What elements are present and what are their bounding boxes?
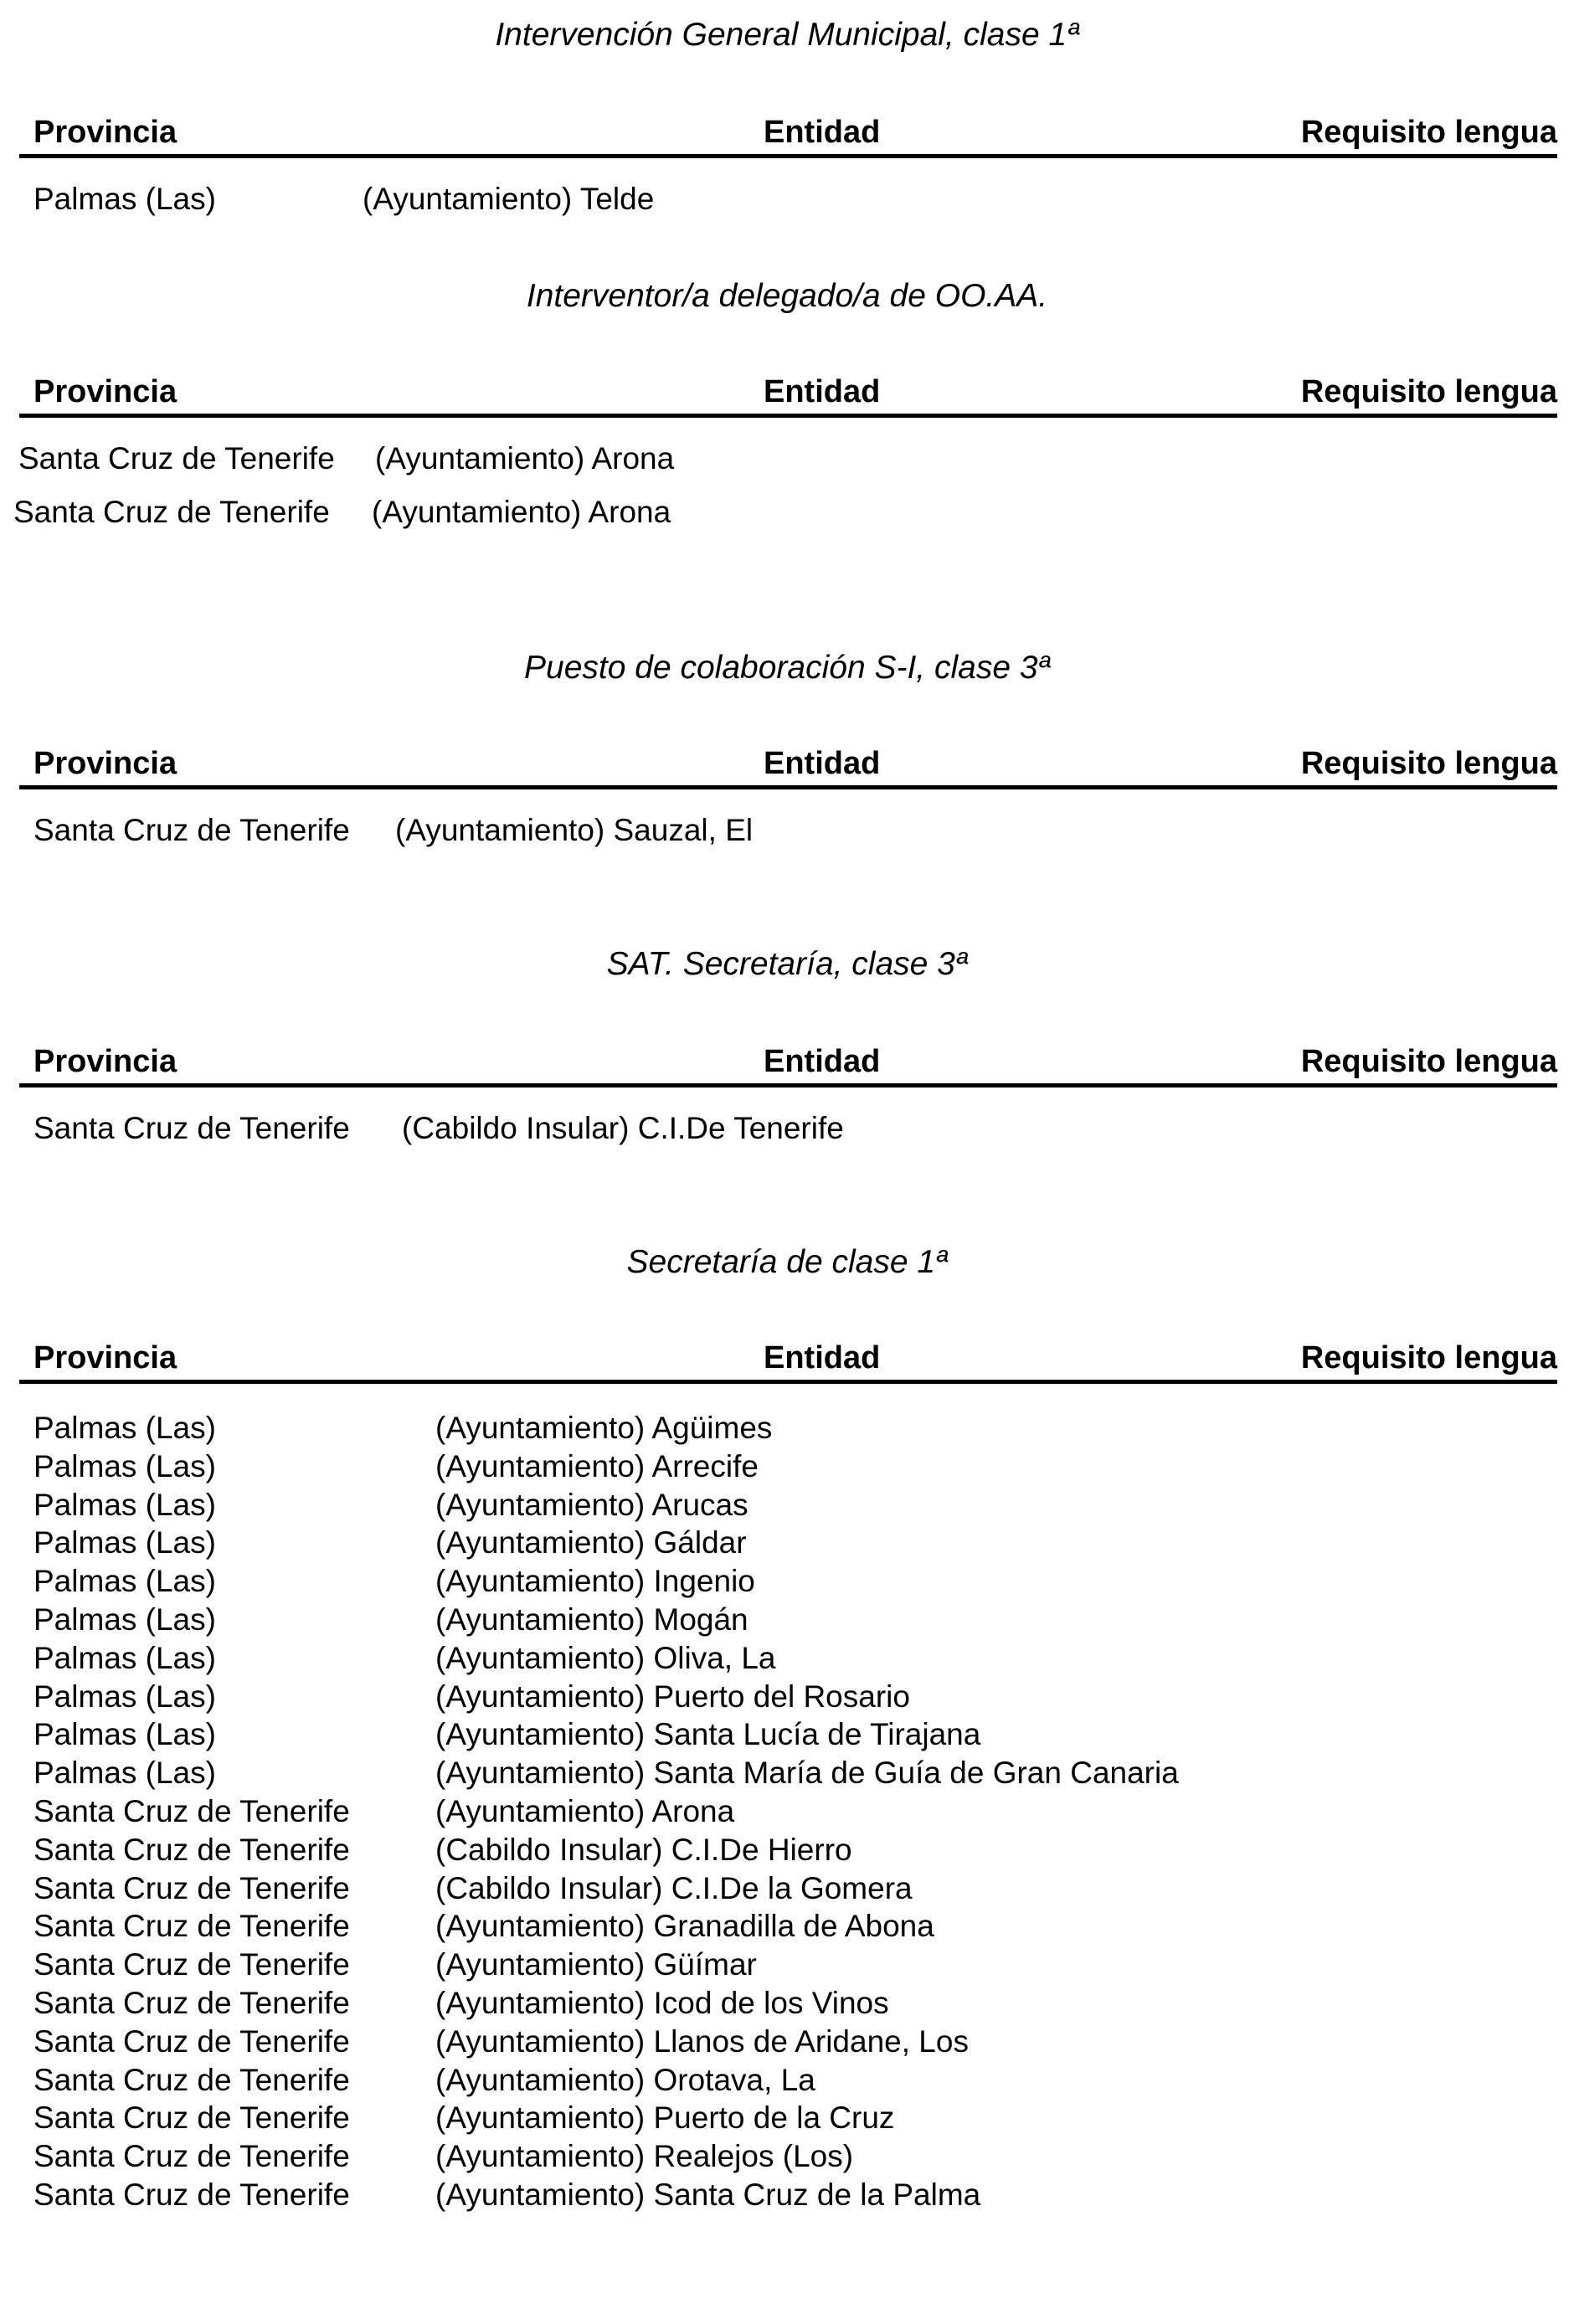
cell-provincia: Santa Cruz de Tenerife — [33, 1870, 350, 1905]
header-requisito-lengua: Requisito lengua — [1300, 746, 1557, 781]
cell-entidad: (Ayuntamiento) Arona — [375, 441, 675, 476]
cell-provincia: Santa Cruz de Tenerife — [33, 1986, 350, 2020]
table-header — [0, 1339, 1574, 1380]
cell-entidad: (Ayuntamiento) Arona — [372, 495, 671, 529]
cell-entidad: (Ayuntamiento) Santa Cruz de la Palma — [435, 2177, 981, 2212]
table-row — [0, 1602, 1574, 1640]
cell-entidad: (Ayuntamiento) Mogán — [435, 1602, 748, 1637]
header-entidad: Entidad — [764, 1044, 881, 1079]
cell-entidad: (Ayuntamiento) Realejos (Los) — [435, 2139, 854, 2174]
cell-provincia: Santa Cruz de Tenerife — [33, 1111, 350, 1145]
cell-provincia: Palmas (Las) — [33, 182, 216, 216]
header-requisito-lengua: Requisito lengua — [1300, 374, 1557, 409]
header-requisito-lengua: Requisito lengua — [1300, 1044, 1557, 1079]
cell-entidad: (Ayuntamiento) Oliva, La — [435, 1640, 776, 1675]
cell-provincia: Santa Cruz de Tenerife — [33, 813, 350, 847]
table-row — [0, 2023, 1574, 2062]
table-row — [0, 1640, 1574, 1679]
cell-entidad: (Ayuntamiento) Arucas — [435, 1487, 748, 1522]
header-rule — [19, 1380, 1557, 1384]
cell-provincia: Santa Cruz de Tenerife — [33, 1794, 350, 1828]
cell-provincia: Santa Cruz de Tenerife — [18, 441, 335, 476]
table-row — [0, 1908, 1574, 1946]
cell-provincia: Santa Cruz de Tenerife — [33, 2023, 350, 2059]
cell-entidad: (Ayuntamiento) Puerto del Rosario — [435, 1679, 910, 1714]
table-row — [0, 440, 1574, 479]
header-provincia: Provincia — [33, 115, 177, 150]
cell-entidad: (Cabildo Insular) C.I.De la Gomera — [435, 1870, 913, 1905]
cell-provincia: Santa Cruz de Tenerife — [13, 495, 330, 529]
cell-provincia: Santa Cruz de Tenerife — [33, 2177, 350, 2212]
table-row — [0, 1679, 1574, 1717]
table-row — [0, 2100, 1574, 2138]
table-row — [0, 181, 1574, 219]
cell-entidad: (Ayuntamiento) Arrecife — [435, 1448, 759, 1483]
table-row — [0, 1870, 1574, 1909]
header-rule — [19, 154, 1557, 158]
table-row — [0, 1448, 1574, 1487]
cell-entidad: (Ayuntamiento) Icod de los Vinos — [435, 1986, 889, 2020]
header-rule — [19, 785, 1557, 789]
section-title: Secretaría de clase 1ª — [626, 1244, 948, 1280]
cell-entidad: (Ayuntamiento) Telde — [363, 182, 655, 216]
section-title: Interventor/a delegado/a de OO.AA. — [526, 278, 1048, 314]
table-header — [0, 1043, 1574, 1083]
cell-entidad: (Ayuntamiento) Granadilla de Abona — [435, 1909, 934, 1944]
cell-provincia: Santa Cruz de Tenerife — [33, 1909, 350, 1944]
table-row — [0, 812, 1574, 851]
table-header — [0, 745, 1574, 785]
cell-entidad: (Ayuntamiento) Güímar — [435, 1947, 757, 1982]
section-title: SAT. Secretaría, clase 3ª — [606, 946, 968, 982]
section-title: Intervención General Municipal, clase 1ª — [495, 17, 1079, 53]
header-provincia: Provincia — [33, 1340, 177, 1375]
table-row — [0, 1985, 1574, 2023]
table-row — [0, 1487, 1574, 1525]
cell-entidad: (Ayuntamiento) Santa Lucía de Tirajana — [435, 1717, 981, 1752]
table-row — [0, 2138, 1574, 2177]
header-provincia: Provincia — [33, 1044, 177, 1079]
cell-provincia: Santa Cruz de Tenerife — [33, 2100, 350, 2136]
header-provincia: Provincia — [33, 374, 177, 409]
table-row — [0, 1410, 1574, 1448]
cell-provincia: Palmas (Las) — [33, 1717, 216, 1752]
cell-entidad: (Cabildo Insular) C.I.De Tenerife — [402, 1111, 844, 1145]
header-entidad: Entidad — [764, 374, 881, 409]
cell-entidad: (Ayuntamiento) Arona — [435, 1794, 735, 1828]
header-rule — [19, 414, 1557, 418]
cell-provincia: Palmas (Las) — [33, 1756, 216, 1791]
table-row — [0, 494, 1574, 532]
header-rule — [19, 1083, 1557, 1087]
header-entidad: Entidad — [764, 1340, 881, 1375]
cell-provincia: Palmas (Las) — [33, 1448, 216, 1483]
section-title: Puesto de colaboración S-I, clase 3ª — [524, 650, 1050, 686]
cell-entidad: (Ayuntamiento) Santa María de Guía de Gran Canaria — [435, 1756, 1179, 1791]
cell-entidad: (Ayuntamiento) Agüimes — [435, 1411, 773, 1445]
cell-entidad: (Ayuntamiento) Puerto de la Cruz — [435, 2100, 895, 2136]
cell-provincia: Palmas (Las) — [33, 1640, 216, 1675]
cell-provincia: Palmas (Las) — [33, 1602, 216, 1637]
table-row — [0, 1832, 1574, 1870]
cell-entidad: (Ayuntamiento) Orotava, La — [435, 2062, 815, 2097]
header-requisito-lengua: Requisito lengua — [1300, 1340, 1557, 1375]
cell-provincia: Palmas (Las) — [33, 1411, 216, 1445]
header-provincia: Provincia — [33, 746, 177, 781]
table-header — [0, 373, 1574, 414]
table-row — [0, 2177, 1574, 2215]
header-entidad: Entidad — [764, 115, 881, 150]
header-requisito-lengua: Requisito lengua — [1300, 115, 1557, 150]
cell-provincia: Palmas (Las) — [33, 1564, 216, 1599]
cell-provincia: Santa Cruz de Tenerife — [33, 1832, 350, 1867]
cell-entidad: (Cabildo Insular) C.I.De Hierro — [435, 1832, 852, 1867]
cell-provincia: Santa Cruz de Tenerife — [33, 2139, 350, 2174]
cell-entidad: (Ayuntamiento) Gáldar — [435, 1525, 747, 1560]
table-row — [0, 2062, 1574, 2100]
cell-entidad: (Ayuntamiento) Llanos de Aridane, Los — [435, 2023, 969, 2059]
cell-entidad: (Ayuntamiento) Sauzal, El — [395, 813, 754, 847]
table-row — [0, 1110, 1574, 1149]
table-row — [0, 1716, 1574, 1755]
cell-provincia: Palmas (Las) — [33, 1679, 216, 1714]
table-row — [0, 1563, 1574, 1602]
cell-provincia: Santa Cruz de Tenerife — [33, 2062, 350, 2097]
cell-provincia: Palmas (Las) — [33, 1525, 216, 1560]
table-row — [0, 1946, 1574, 1985]
cell-provincia: Palmas (Las) — [33, 1487, 216, 1522]
header-entidad: Entidad — [764, 746, 881, 781]
cell-entidad: (Ayuntamiento) Ingenio — [435, 1564, 755, 1599]
cell-provincia: Santa Cruz de Tenerife — [33, 1947, 350, 1982]
table-row — [0, 1793, 1574, 1832]
table-row — [0, 1524, 1574, 1563]
table-header — [0, 114, 1574, 154]
table-row — [0, 1755, 1574, 1793]
